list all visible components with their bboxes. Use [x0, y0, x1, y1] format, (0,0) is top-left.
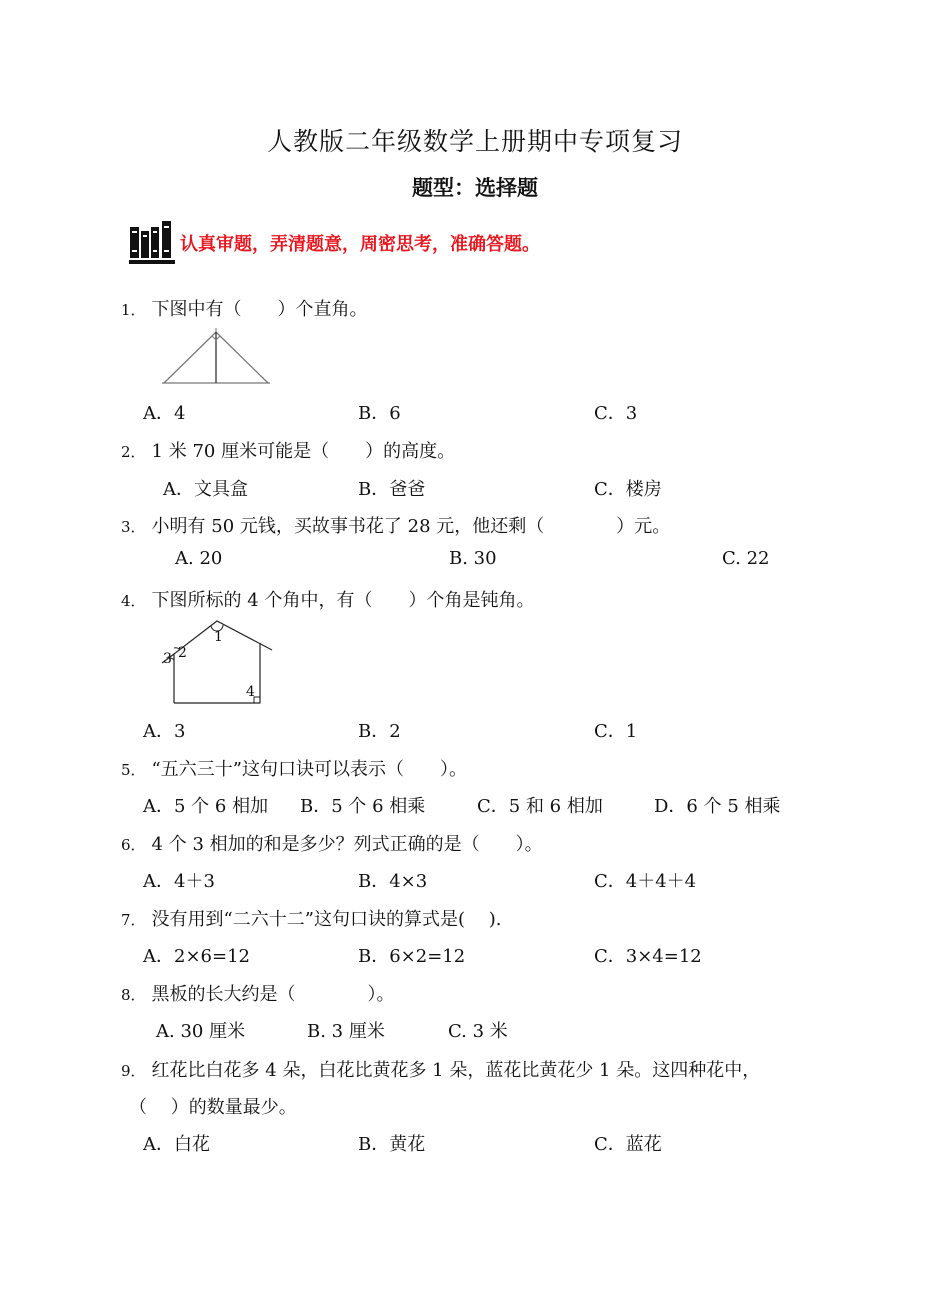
- page-subtitle: 题型：选择题: [412, 176, 538, 200]
- option-b[interactable]: B．爸爸: [358, 479, 426, 500]
- option-b[interactable]: B. 30: [449, 548, 497, 569]
- page-title: 人教版二年级数学上册期中专项复习: [266, 127, 683, 156]
- question-5: [121, 755, 467, 781]
- question-text: 下图中有（ ）个直角。: [151, 299, 368, 320]
- question-8: [121, 980, 395, 1006]
- option-c[interactable]: C. 22: [722, 548, 770, 569]
- question-1: [121, 295, 368, 321]
- option-b[interactable]: B．4×3: [358, 871, 428, 892]
- question-text: 红花比白花多 4 朵，白花比黄花多 1 朵，蓝花比黄花少 1 朵。这四种花中，: [151, 1060, 761, 1081]
- angle-label-3: 3: [163, 651, 172, 667]
- question-4: [121, 586, 534, 612]
- question-number: 3．: [121, 518, 146, 536]
- question-number: 5．: [121, 761, 146, 779]
- question-number: 1．: [121, 301, 146, 319]
- option-b[interactable]: B．5 个 6 相乘: [300, 796, 426, 817]
- option-b[interactable]: B．黄花: [358, 1134, 426, 1155]
- option-a[interactable]: A．3: [143, 721, 186, 742]
- banner-motto: 认真审题，弄清题意，周密思考，准确答题。: [180, 234, 540, 255]
- option-a[interactable]: A．4: [143, 403, 186, 424]
- question-7: [121, 905, 501, 931]
- question-text: 黑板的长大约是（ ）。: [151, 984, 395, 1005]
- question-number: 7．: [121, 911, 146, 929]
- option-c[interactable]: C．5 和 6 相加: [477, 796, 603, 817]
- question-6: [121, 830, 543, 856]
- question-number: 2．: [121, 443, 146, 461]
- angle-label-1: 1: [214, 629, 223, 645]
- books-icon: [129, 218, 175, 264]
- question-text: 4 个 3 相加的和是多少？列式正确的是（ ）。: [151, 834, 543, 855]
- option-c[interactable]: C. 3 米: [448, 1021, 508, 1042]
- question-text: 1 米 70 厘米可能是（ ）的高度。: [151, 441, 456, 462]
- question-3: [121, 512, 670, 538]
- question-number: 6．: [121, 836, 146, 854]
- angle-label-4: 4: [246, 684, 255, 700]
- option-b[interactable]: B. 3 厘米: [307, 1021, 385, 1042]
- option-c[interactable]: C．1: [594, 721, 638, 742]
- option-a[interactable]: A．2×6=12: [143, 946, 250, 967]
- angle-label-2: 2: [178, 645, 187, 661]
- question-9: [121, 1056, 760, 1082]
- question-text: 没有用到“二六十二”这句口诀的算式是( ).: [151, 909, 502, 930]
- question-text: “五六三十”这句口诀可以表示（ ）。: [151, 759, 467, 780]
- option-a[interactable]: A．4＋3: [143, 871, 215, 892]
- house-shape-figure: [160, 618, 276, 708]
- option-d[interactable]: D．6 个 5 相乘: [654, 796, 781, 817]
- option-a[interactable]: A. 20: [175, 548, 223, 569]
- question-number: 9．: [121, 1062, 146, 1080]
- option-c[interactable]: C．蓝花: [594, 1134, 662, 1155]
- question-number: 8．: [121, 986, 146, 1004]
- option-c[interactable]: C．楼房: [594, 479, 662, 500]
- question-text: 小明有 50 元钱，买故事书花了 28 元，他还剩（ ）元。: [151, 516, 671, 537]
- question-text: 下图所标的 4 个角中，有（ ）个角是钝角。: [151, 590, 535, 611]
- option-a[interactable]: A. 30 厘米: [156, 1021, 246, 1042]
- option-c[interactable]: C．3×4=12: [594, 946, 702, 967]
- option-a[interactable]: A．白花: [143, 1134, 210, 1155]
- option-b[interactable]: B．2: [358, 721, 401, 742]
- question-number: 4．: [121, 592, 146, 610]
- option-b[interactable]: B．6×2=12: [358, 946, 466, 967]
- right-angle-triangle-figure: [160, 328, 272, 386]
- option-a[interactable]: A．文具盒: [163, 479, 248, 500]
- question-9-continuation: （ ）的数量最少。: [129, 1097, 297, 1118]
- option-c[interactable]: C．3: [594, 403, 638, 424]
- question-2: [121, 437, 455, 463]
- option-b[interactable]: B．6: [358, 403, 401, 424]
- option-a[interactable]: A．5 个 6 相加: [143, 796, 269, 817]
- option-c[interactable]: C．4＋4＋4: [594, 871, 697, 892]
